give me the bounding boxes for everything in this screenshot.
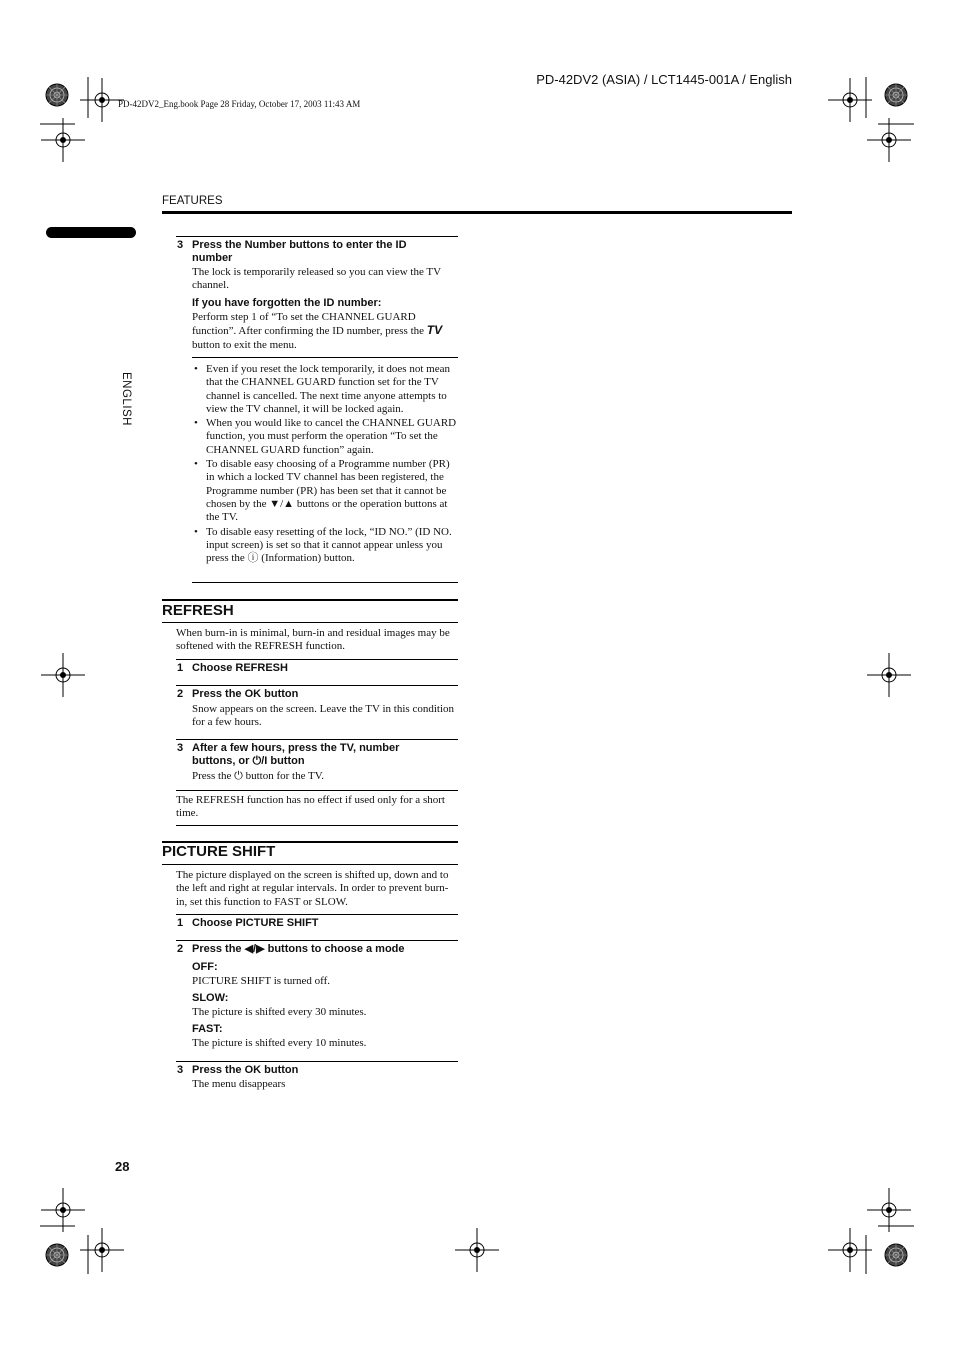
divider	[176, 236, 458, 237]
forgot-id-body: Perform step 1 of “To set the CHANNEL GUARD function”. After confirming the ID number, press the TV button to exit the menu.	[192, 311, 443, 351]
section-label: FEATURES	[162, 195, 223, 207]
step-body: The lock is temporarily released so you can view the TV channel.	[192, 266, 441, 292]
divider	[192, 582, 458, 583]
step-number: 3	[177, 1064, 184, 1076]
note-item: • Even if you reset the lock temporarily, it does not mean that the CHANNEL GUARD function set for the TV channel is cancelled. The next time anyone attempts to view the TV channel, it will be locked again.	[192, 363, 458, 416]
section-rule	[162, 599, 458, 601]
notes-list	[192, 363, 458, 566]
refresh-title: REFRESH	[162, 602, 234, 619]
divider	[176, 685, 458, 686]
mode-body-fast: The picture is shifted every 10 minutes.	[192, 1037, 367, 1049]
divider	[162, 622, 458, 623]
refresh-intro: When burn-in is minimal, burn-in and residual images may be softened with the REFRESH function.	[176, 627, 450, 653]
refresh-note: The REFRESH function has no effect if used only for a short time.	[176, 794, 445, 820]
divider	[176, 659, 458, 660]
book-info: PD-42DV2_Eng.book Page 28 Friday, October 17, 2003 11:43 AM	[118, 99, 361, 109]
mode-label-off: OFF:	[192, 961, 218, 973]
step-body: Press the ⏻ button for the TV.	[192, 770, 325, 782]
divider	[176, 739, 458, 740]
step-body: Snow appears on the screen. Leave the TV in this condition for a few hours.	[192, 703, 455, 729]
step-title: After a few hours, press the TV, number buttons, or ⏻/I button	[192, 742, 400, 767]
step-title: Press the Number buttons to enter the ID number	[192, 239, 407, 264]
step-body: The menu disappears	[192, 1078, 286, 1090]
step-number: 2	[177, 943, 184, 955]
step-title: Press the OK button	[192, 1064, 299, 1076]
step-number: 2	[177, 688, 184, 700]
page-number: 28	[115, 1159, 130, 1174]
step-number: 3	[177, 742, 184, 754]
note-item: • When you would like to cancel the CHANNEL GUARD function, you must perform the operation “To set the CHANNEL GUARD function” again.	[192, 417, 458, 457]
document-id: PD-42DV2 (ASIA) / LCT1445-001A / English	[536, 72, 792, 87]
step-title: Press the ◀/▶ buttons to choose a mode	[192, 943, 405, 955]
step-number: 1	[177, 917, 184, 929]
step-number: 1	[177, 662, 184, 674]
divider	[176, 940, 458, 941]
mode-label-fast: FAST:	[192, 1023, 223, 1035]
note-item: • To disable easy choosing of a Programme number (PR) in which a locked TV channel has been registered, the Programme number (PR) has been set that it cannot be chosen by the ▼/▲ buttons or the operation buttons at the TV.	[192, 458, 458, 524]
step-title: Choose PICTURE SHIFT	[192, 917, 319, 929]
step-title: Press the OK button	[192, 688, 299, 700]
mode-body-slow: The picture is shifted every 30 minutes.	[192, 1006, 367, 1018]
divider	[176, 790, 458, 791]
divider	[162, 864, 458, 865]
step-title: Choose REFRESH	[192, 662, 288, 674]
mode-body-off: PICTURE SHIFT is turned off.	[192, 975, 331, 987]
side-language-label: ENGLISH	[120, 372, 132, 426]
header-rule	[162, 211, 792, 214]
picture-shift-title: PICTURE SHIFT	[162, 843, 276, 860]
mode-label-slow: SLOW:	[192, 992, 229, 1004]
divider	[176, 825, 458, 826]
forgot-id-heading: If you have forgotten the ID number:	[192, 297, 382, 309]
step-number: 3	[177, 239, 184, 251]
tv-button-label: TV	[426, 323, 443, 338]
divider	[176, 914, 458, 915]
divider	[176, 1061, 458, 1062]
note-item: • To disable easy resetting of the lock, “ID NO.” (ID NO. input screen) is set so that it cannot appear unless you press the ⓘ (Information) button.	[192, 526, 458, 566]
picture-shift-intro: The picture displayed on the screen is shifted up, down and to the left and right at regular intervals. In order to prevent burn-in, set this function to FAST or SLOW.	[176, 869, 449, 908]
chapter-tab	[46, 227, 136, 238]
divider	[192, 357, 458, 358]
